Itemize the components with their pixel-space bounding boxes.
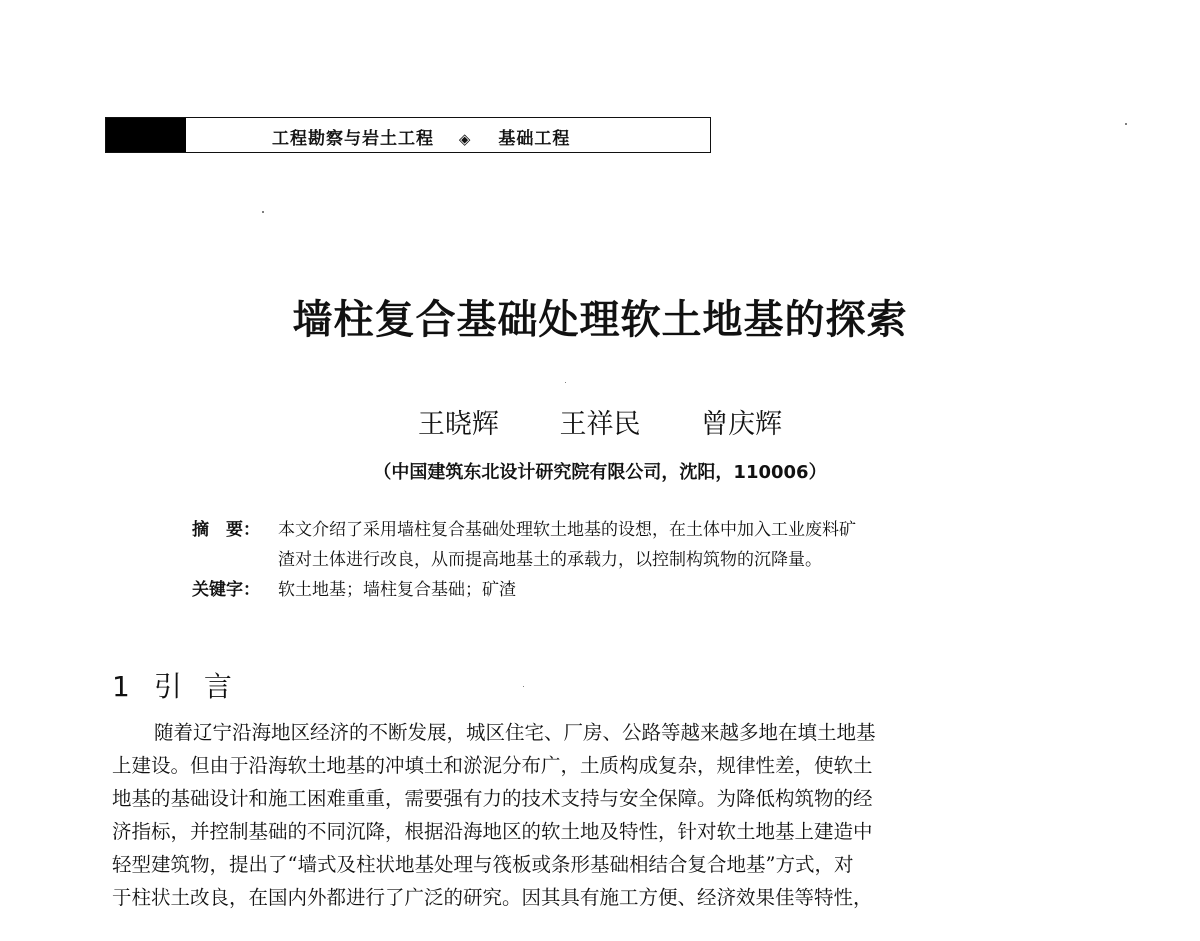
- keywords-text: 软土地基；墙柱复合基础；矿渣: [278, 580, 516, 600]
- section-name: 基础工程: [498, 129, 571, 149]
- body-line: 上建设。但由于沿海软土地基的冲填土和淤泥分布广，土质构成复杂，规律性差，使软土: [112, 754, 873, 777]
- body-line: 于柱状土改良，在国内外都进行了广泛的研究。因其具有施工方便、经济效果佳等特性，: [112, 886, 873, 909]
- running-header: [105, 117, 711, 153]
- journal-name: 工程勘察与岩土工程: [272, 129, 434, 149]
- abstract-text: 本文介绍了采用墙柱复合基础处理软土地基的设想，在土体中加入工业废料矿: [278, 520, 856, 540]
- keywords-line: [192, 575, 1072, 605]
- header-text: [272, 124, 570, 149]
- body-line: 济指标，并控制基础的不同沉降，根据沿海地区的软土地及特性，针对软土地基上建造中: [112, 820, 873, 843]
- body-line: 地基的基础设计和施工困难重重，需要强有力的技术支持与安全保障。为降低构筑物的经: [112, 787, 873, 810]
- scan-speck: [1125, 123, 1127, 125]
- author-name: 王晓辉: [417, 409, 499, 440]
- section-heading: [112, 665, 254, 705]
- author-name: 曾庆辉: [701, 409, 783, 440]
- diamond-bullet-icon: ◈: [458, 130, 472, 148]
- body-paragraph: [112, 716, 1080, 914]
- article-title: 墙柱复合基础处理软土地基的探索: [292, 296, 908, 343]
- section-title: 引言: [153, 670, 254, 703]
- abstract-line: [192, 515, 1072, 545]
- header-black-block: [106, 118, 186, 152]
- section-number: 1: [112, 670, 130, 703]
- scan-speck: [262, 211, 264, 213]
- keywords-label: 关键字：: [192, 580, 260, 600]
- abstract-label: 摘 要：: [192, 520, 260, 540]
- author-name: 王祥民: [559, 409, 641, 440]
- scan-speck: [523, 686, 524, 687]
- abstract-text: 渣对土体进行改良，从而提高地基土的承载力，以控制构筑物的沉降量。: [278, 550, 822, 570]
- scan-speck: [565, 382, 566, 383]
- author-list: [0, 402, 1200, 441]
- body-line: 轻型建筑物，提出了“墙式及柱状地基处理与筏板或条形基础相结合复合地基”方式，对: [112, 853, 854, 876]
- abstract-line: [192, 545, 1072, 575]
- body-line: 随着辽宁沿海地区经济的不断发展，城区住宅、厂房、公路等越来越多地在填土地基: [154, 721, 876, 744]
- affiliation: （中国建筑东北设计研究院有限公司，沈阳，110006）: [373, 462, 827, 483]
- abstract-block: [192, 515, 1072, 605]
